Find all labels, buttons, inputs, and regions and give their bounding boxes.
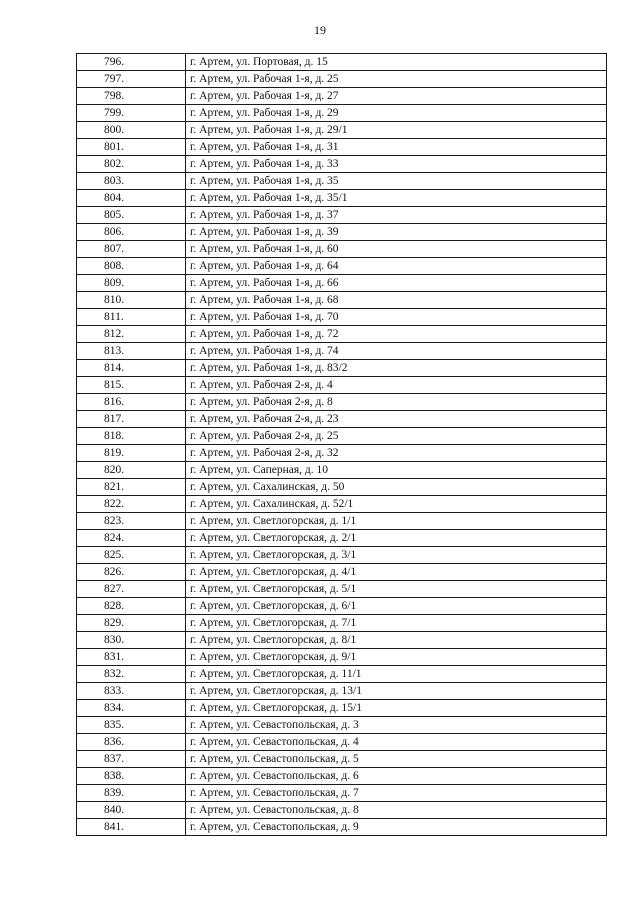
table-row [77,445,607,462]
row-address: г. Артем, ул. Светлогорская, д. 9/1 [186,649,607,666]
row-number: 824. [77,530,186,547]
row-address: г. Артем, ул. Севастопольская, д. 4 [186,734,607,751]
table-row [77,343,607,360]
table-row [77,751,607,768]
row-address: г. Артем, ул. Рабочая 1-я, д. 29 [186,105,607,122]
table-row [77,802,607,819]
row-number: 817. [77,411,186,428]
row-number: 799. [77,105,186,122]
row-address: г. Артем, ул. Рабочая 1-я, д. 70 [186,309,607,326]
table-row [77,598,607,615]
row-number: 822. [77,496,186,513]
table-row [77,54,607,71]
table-row [77,632,607,649]
row-number: 841. [77,819,186,836]
table-row [77,224,607,241]
row-number: 826. [77,564,186,581]
row-number: 815. [77,377,186,394]
table-row [77,717,607,734]
table-row [77,258,607,275]
row-address: г. Артем, ул. Светлогорская, д. 3/1 [186,547,607,564]
row-address: г. Артем, ул. Рабочая 1-я, д. 27 [186,88,607,105]
row-number: 821. [77,479,186,496]
table-row [77,173,607,190]
table-row [77,819,607,836]
row-number: 829. [77,615,186,632]
table-row [77,479,607,496]
row-address: г. Артем, ул. Рабочая 1-я, д. 33 [186,156,607,173]
address-table [76,53,607,836]
row-number: 813. [77,343,186,360]
row-number: 823. [77,513,186,530]
row-address: г. Артем, ул. Рабочая 1-я, д. 25 [186,71,607,88]
row-address: г. Артем, ул. Рабочая 1-я, д. 35/1 [186,190,607,207]
table-row [77,428,607,445]
row-number: 814. [77,360,186,377]
row-number: 808. [77,258,186,275]
row-number: 837. [77,751,186,768]
table-row [77,122,607,139]
table-row [77,139,607,156]
row-address: г. Артем, ул. Сахалинская, д. 52/1 [186,496,607,513]
row-number: 810. [77,292,186,309]
table-row [77,292,607,309]
row-address: г. Артем, ул. Рабочая 1-я, д. 37 [186,207,607,224]
row-address: г. Артем, ул. Светлогорская, д. 15/1 [186,700,607,717]
table-row [77,71,607,88]
row-number: 809. [77,275,186,292]
row-number: 818. [77,428,186,445]
row-address: г. Артем, ул. Светлогорская, д. 1/1 [186,513,607,530]
row-number: 811. [77,309,186,326]
row-number: 806. [77,224,186,241]
row-number: 835. [77,717,186,734]
table-row [77,496,607,513]
table-row [77,564,607,581]
row-address: г. Артем, ул. Рабочая 1-я, д. 64 [186,258,607,275]
row-address: г. Артем, ул. Светлогорская, д. 7/1 [186,615,607,632]
table-row [77,360,607,377]
row-number: 802. [77,156,186,173]
row-address: г. Артем, ул. Севастопольская, д. 5 [186,751,607,768]
table-row [77,530,607,547]
row-address: г. Артем, ул. Рабочая 1-я, д. 66 [186,275,607,292]
row-number: 820. [77,462,186,479]
table-row [77,309,607,326]
row-address: г. Артем, ул. Рабочая 1-я, д. 31 [186,139,607,156]
row-address: г. Артем, ул. Рабочая 1-я, д. 29/1 [186,122,607,139]
table-row [77,768,607,785]
table-row [77,615,607,632]
table-row [77,649,607,666]
row-address: г. Артем, ул. Рабочая 2-я, д. 23 [186,411,607,428]
row-number: 819. [77,445,186,462]
table-row [77,462,607,479]
row-address: г. Артем, ул. Рабочая 1-я, д. 74 [186,343,607,360]
table-row [77,88,607,105]
row-address: г. Артем, ул. Рабочая 2-я, д. 4 [186,377,607,394]
row-address: г. Артем, ул. Рабочая 1-я, д. 83/2 [186,360,607,377]
row-address: г. Артем, ул. Светлогорская, д. 2/1 [186,530,607,547]
row-address: г. Артем, ул. Сахалинская, д. 50 [186,479,607,496]
row-address: г. Артем, ул. Рабочая 1-я, д. 72 [186,326,607,343]
row-address: г. Артем, ул. Севастопольская, д. 7 [186,785,607,802]
table-row [77,156,607,173]
row-number: 816. [77,394,186,411]
table-row [77,326,607,343]
row-address: г. Артем, ул. Рабочая 2-я, д. 25 [186,428,607,445]
row-number: 804. [77,190,186,207]
table-row [77,581,607,598]
row-number: 825. [77,547,186,564]
row-number: 812. [77,326,186,343]
row-address: г. Артем, ул. Рабочая 2-я, д. 8 [186,394,607,411]
row-number: 838. [77,768,186,785]
row-number: 831. [77,649,186,666]
table-row [77,411,607,428]
row-number: 797. [77,71,186,88]
address-table-body [77,54,607,836]
table-row [77,190,607,207]
row-address: г. Артем, ул. Рабочая 1-я, д. 35 [186,173,607,190]
row-number: 830. [77,632,186,649]
row-address: г. Артем, ул. Рабочая 2-я, д. 32 [186,445,607,462]
table-row [77,734,607,751]
row-number: 833. [77,683,186,700]
page-number: 19 [314,23,326,37]
row-number: 807. [77,241,186,258]
row-address: г. Артем, ул. Севастопольская, д. 6 [186,768,607,785]
row-number: 834. [77,700,186,717]
row-address: г. Артем, ул. Саперная, д. 10 [186,462,607,479]
table-row [77,241,607,258]
row-number: 828. [77,598,186,615]
table-row [77,394,607,411]
row-number: 827. [77,581,186,598]
row-number: 801. [77,139,186,156]
table-row [77,105,607,122]
row-address: г. Артем, ул. Рабочая 1-я, д. 39 [186,224,607,241]
row-number: 798. [77,88,186,105]
row-number: 803. [77,173,186,190]
row-number: 832. [77,666,186,683]
table-row [77,666,607,683]
row-address: г. Артем, ул. Севастопольская, д. 9 [186,819,607,836]
row-number: 805. [77,207,186,224]
row-address: г. Артем, ул. Светлогорская, д. 6/1 [186,598,607,615]
table-row [77,513,607,530]
table-row [77,785,607,802]
row-address: г. Артем, ул. Светлогорская, д. 4/1 [186,564,607,581]
row-address: г. Артем, ул. Портовая, д. 15 [186,54,607,71]
row-address: г. Артем, ул. Светлогорская, д. 11/1 [186,666,607,683]
row-number: 839. [77,785,186,802]
row-address: г. Артем, ул. Светлогорская, д. 13/1 [186,683,607,700]
row-address: г. Артем, ул. Севастопольская, д. 8 [186,802,607,819]
row-address: г. Артем, ул. Рабочая 1-я, д. 60 [186,241,607,258]
row-number: 796. [77,54,186,71]
table-row [77,275,607,292]
table-row [77,683,607,700]
table-row [77,377,607,394]
table-row [77,700,607,717]
table-row [77,207,607,224]
row-address: г. Артем, ул. Рабочая 1-я, д. 68 [186,292,607,309]
row-number: 840. [77,802,186,819]
row-number: 800. [77,122,186,139]
table-row [77,547,607,564]
row-address: г. Артем, ул. Светлогорская, д. 8/1 [186,632,607,649]
row-address: г. Артем, ул. Севастопольская, д. 3 [186,717,607,734]
row-address: г. Артем, ул. Светлогорская, д. 5/1 [186,581,607,598]
row-number: 836. [77,734,186,751]
